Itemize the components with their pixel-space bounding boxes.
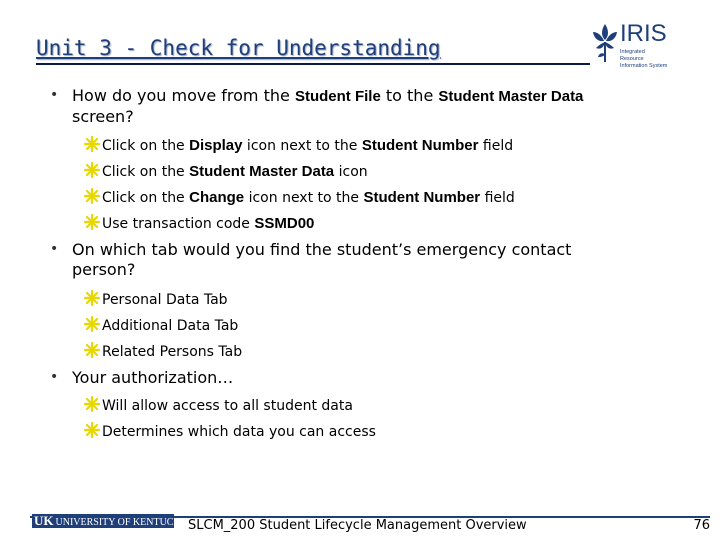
answer-text-run: field [480,190,515,206]
answer-option [84,396,353,416]
question-text-run: Student File [294,88,381,105]
university-logo [32,513,188,528]
question-text-run: On which tab would you find the student’s emergency contact person? [72,240,572,279]
question-text-run: Student Master Data [438,88,584,105]
bullet-icon: • [50,369,59,385]
answer-text-run: Determines which data you can access [102,424,376,440]
answer-text-run: icon next to the [244,190,364,206]
question-text-run: How do you move from the [72,86,295,105]
question-text-run: to the [380,86,439,105]
logo-wordmark: IRIS [620,20,667,47]
question-text-run: screen? [72,107,134,126]
answer-text-run: icon [334,164,368,180]
university-name: UNIVERSITY OF KENTUCKY [55,517,188,528]
answer-text-run: SSMD00 [254,215,315,232]
answer-text-run: Student Number [361,137,479,154]
title-divider [36,63,590,65]
bullet-icon: • [50,87,59,103]
star-bullet-icon [84,214,100,236]
answer-option [84,188,515,208]
answer-text-run: icon next to the [242,138,362,154]
answer-option [84,290,228,310]
answer-text-run: Click on the [102,164,190,180]
star-bullet-icon [84,188,100,210]
page-number: 76 [693,518,710,533]
answer-text-run: Click on the [102,190,190,206]
star-bullet-icon [84,290,100,312]
answer-text-run: Related Persons Tab [102,344,243,360]
answer-text-run: Personal Data Tab [102,292,228,308]
question-text-run: Your authorization… [72,368,234,387]
iris-flower-icon [590,20,620,64]
bullet-icon: • [50,241,59,257]
answer-text-run: Additional Data Tab [102,318,239,334]
answer-option [84,316,238,336]
answer-text-run: field [478,138,514,154]
answer-text-run: Change [189,189,245,206]
star-bullet-icon [84,162,100,184]
star-bullet-icon [84,342,100,364]
answer-text-run: Use transaction code [102,216,255,232]
question-text [72,86,612,127]
footer-course-title: SLCM_200 Student Lifecycle Management Overview [188,518,527,533]
answer-option [84,162,368,182]
star-bullet-icon [84,396,100,418]
answer-text-run: Will allow access to all student data [102,398,353,414]
university-mark: UK [34,513,54,528]
star-bullet-icon [84,422,100,444]
answer-option [84,342,242,362]
answer-text-run: Student Number [363,189,481,206]
question-text [72,240,612,280]
answer-option [84,136,513,156]
answer-text-run: Display [189,137,243,154]
answer-option [84,422,376,442]
star-bullet-icon [84,136,100,158]
slide-title: Unit 3 - Check for Understanding [36,36,441,60]
logo-subtitle: Integrated Resource Information System [620,49,668,69]
star-bullet-icon [84,316,100,338]
answer-text-run: Student Master Data [189,163,335,180]
answer-option [84,214,314,234]
answer-text-run: Click on the [102,138,190,154]
iris-logo [590,18,670,70]
question-text [72,368,612,388]
